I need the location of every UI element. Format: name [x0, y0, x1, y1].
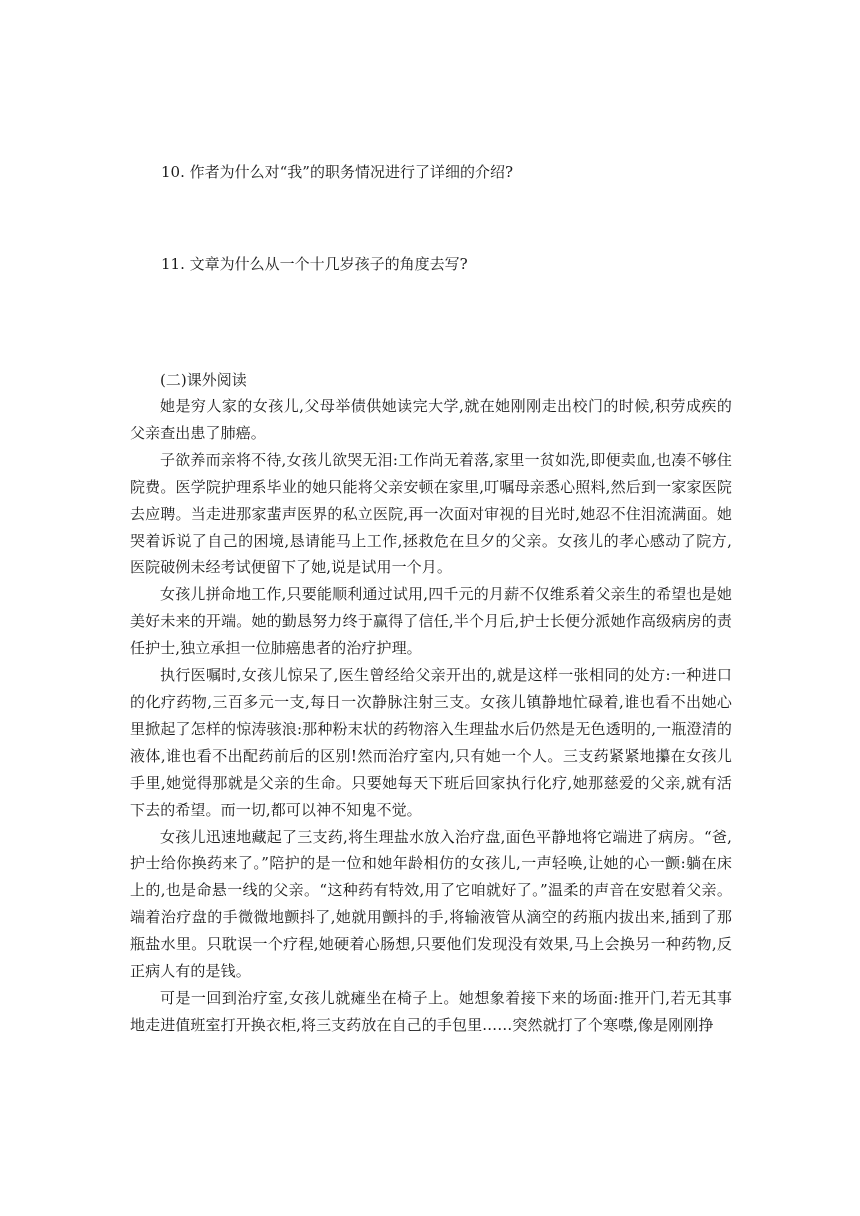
question-10: 10. 作者为什么对“我”的职务情况进行了详细的介绍?: [161, 163, 514, 181]
paragraph-4: 执行医嘱时,女孩儿惊呆了,医生曾经给父亲开出的,就是这样一张相同的处方:一种进口的化疗药物,三百多元一支,每日一次静脉注射三支。女孩儿镇静地忙碌着,谁也看不出她心里掀起了怎样的惊涛骇浪:那种粉末状的药物溶入生理盐水后仍然是无色透明的,一瓶澄清的液体,谁也看不出配药前后的区别!然而治疗室内,只有她一个人。三支药紧紧地攥在女孩儿手里,她觉得那就是父亲的生命。只要她每天下班后回家执行化疗,她那慈爱的父亲,就有活下去的希望。而一切,都可以神不知鬼不觉。: [130, 666, 732, 819]
paragraph-6: 可是一回到治疗室,女孩儿就瘫坐在椅子上。她想象着接下来的场面:推开门,若无其事地走进值班室打开换衣柜,将三支药放在自己的手包里……突然就打了个寒噤,像是刚刚挣: [130, 988, 732, 1034]
extracurricular-reading-section: [130, 368, 732, 1039]
paragraph-1: 她是穷人家的女孩儿,父母举债供她读完大学,就在她刚刚走出校门的时候,积劳成疾的父亲查出患了肺癌。: [130, 397, 732, 442]
section-title: (二)课外阅读: [160, 371, 247, 389]
paragraph-5: 女孩儿迅速地藏起了三支药,将生理盐水放入治疗盘,面色平静地将它端进了病房。“爸,护士给你换药来了。”陪护的是一位和她年龄相仿的女孩儿,一声轻唤,让她的心一颤:躺在床上的,也是命悬一线的父亲。“这种药有特效,用了它咱就好了。”温柔的声音在安慰着父亲。端着治疗盘的手微微地颤抖了,她就用颤抖的手,将输液管从滴空的药瓶内拔出来,插到了那瓶盐水里。只耽误一个疗程,她硬着心肠想,只要他们发现没有效果,马上会换另一种药物,反正病人有的是钱。: [130, 827, 732, 981]
paragraph-2: 子欲养而亲将不待,女孩儿欲哭无泪:工作尚无着落,家里一贫如洗,即便卖血,也凑不够住院费。医学院护理系毕业的她只能将父亲安顿在家里,叮嘱母亲悉心照料,然后到一家家医院去应聘。当走进那家蜚声医界的私立医院,再一次面对审视的目光时,她忍不住泪流满面。她哭着诉说了自己的困境,恳请能马上工作,拯救危在旦夕的父亲。女孩儿的孝心感动了院方,医院破例未经考试便留下了她,说是试用一个月。: [130, 450, 732, 577]
paragraph-3: 女孩儿拼命地工作,只要能顺利通过试用,四千元的月薪不仅维系着父亲生的希望也是她美好未来的开端。她的勤恳努力终于赢得了信任,半个月后,护士长便分派她作高级病房的责任护士,独立承担一位肺癌患者的治疗护理。: [130, 585, 732, 658]
question-11: 11. 文章为什么从一个十几岁孩子的角度去写?: [161, 255, 468, 273]
